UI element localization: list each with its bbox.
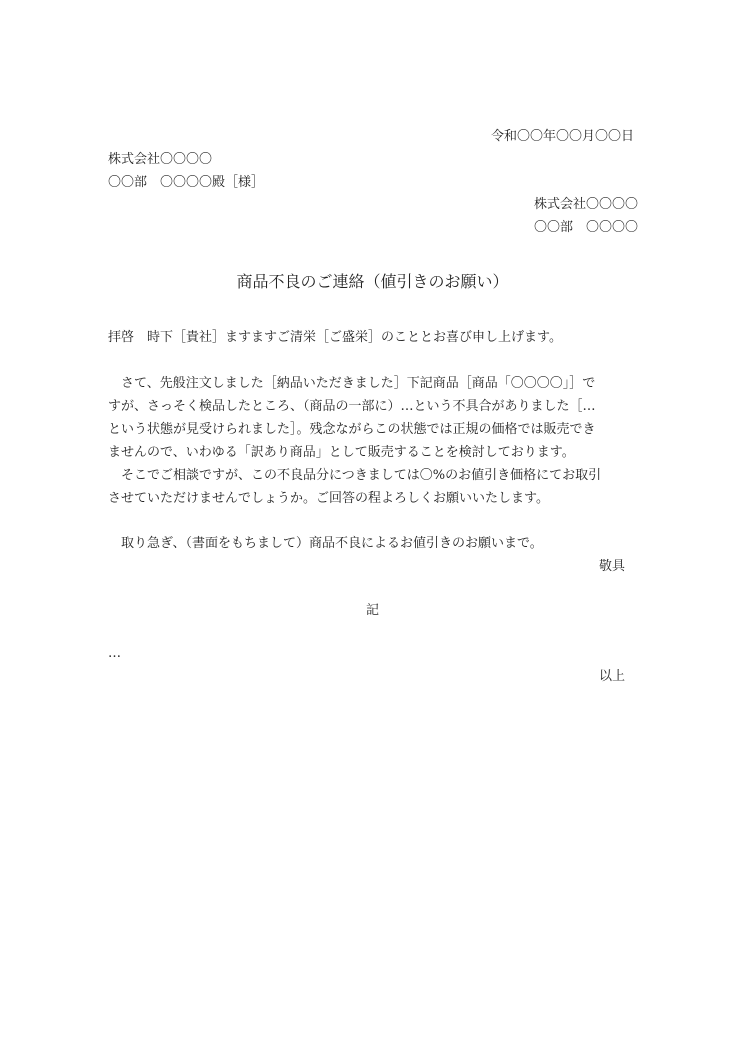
body-paragraph-1-line-4: ませんので、いわゆる「訳あり商品」として販売することを検討しております。 [108,445,575,460]
closing-keigu: 敬具 [598,559,625,574]
body-paragraph-2-line-1: そこでご相談ですが、この不良品分につきましては〇%のお値引き価格にてお取引 [108,468,602,483]
letter-title: 商品不良のご連絡（値引きのお願い） [236,272,509,291]
recipient-person: 〇〇部 〇〇〇〇殿［様］ [108,175,265,190]
recipient-company: 株式会社〇〇〇〇 [108,152,213,167]
closing-sentence: 取り急ぎ、（書面をもちまして）商品不良によるお値引きのお願いまで。 [108,536,543,551]
sender-person: 〇〇部 〇〇〇〇 [533,220,638,235]
sender-company: 株式会社〇〇〇〇 [533,197,638,212]
end-ijou: 以上 [598,669,625,684]
body-paragraph-1-line-3: という状態が見受けられました］。残念ながらこの状態では正規の価格では販売でき [108,422,596,437]
body-paragraph-1-line-1: さて、先般注文しました［納品いただきました］下記商品［商品「〇〇〇〇」］で [108,376,596,391]
greeting-line: 拝啓 時下［貴社］ますますご清栄［ご盛栄］のこととお喜び申し上げます。 [108,330,562,345]
body-paragraph-1-line-2: すが、さっそく検品したところ、（商品の一部に）…という不具合がありました［… [108,399,596,414]
body-paragraph-2-line-2: させていただけませんでしょうか。ご回答の程よろしくお願いいたします。 [108,491,549,506]
item-placeholder: … [108,646,121,661]
letter-date: 令和〇〇年〇〇月〇〇日 [490,129,634,144]
ki-heading: 記 [366,603,380,618]
